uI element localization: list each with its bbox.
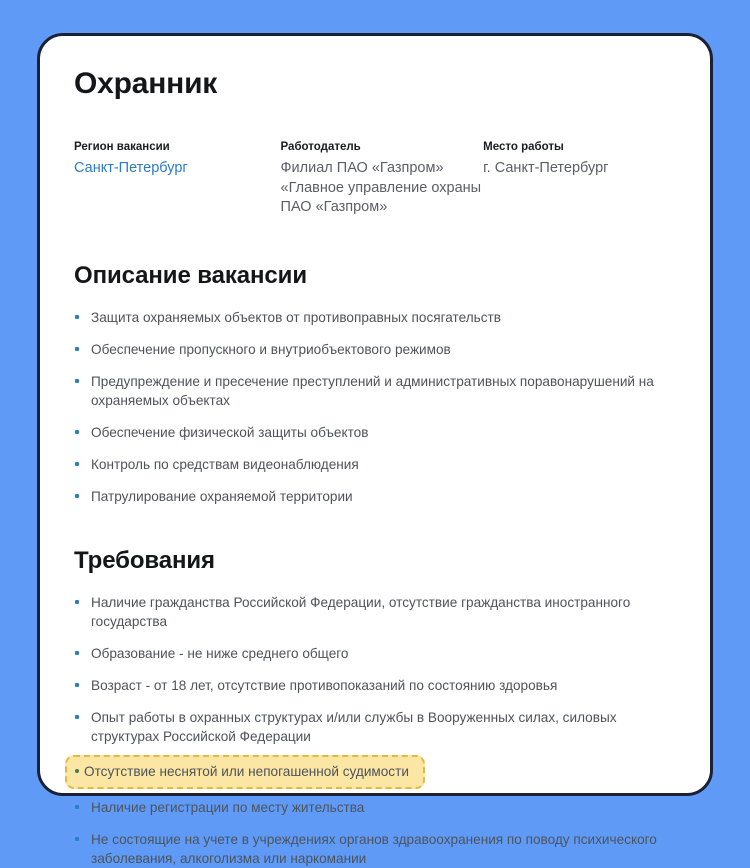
bullet-dot-icon	[75, 715, 79, 719]
list-item	[74, 340, 674, 359]
meta-value-employer: Филиал ПАО «Газпром» «Главное управление охраны ПАО «Газпром»	[280, 160, 482, 215]
list-item	[74, 372, 674, 410]
meta-value-region[interactable]: Санкт-Петербург	[74, 160, 188, 176]
list-item	[74, 676, 674, 695]
meta-field-employer	[281, 140, 484, 218]
meta-field-region	[74, 140, 281, 218]
bullet-dot-icon	[75, 651, 79, 655]
requirements-list	[74, 593, 678, 868]
bullet-dot-icon	[75, 430, 79, 434]
section-description	[66, 262, 678, 506]
bullet-dot-icon	[75, 347, 79, 351]
list-item-text: Опыт работы в охранных структурах и/или службы в Вооруженных силах, силовых структурах Российской Федерации	[91, 709, 617, 744]
list-item-text: Обеспечение физической защиты объектов	[91, 424, 369, 440]
list-item	[74, 798, 674, 817]
list-item-text: Наличие гражданства Российской Федерации, отсутствие гражданства иностранного государства	[91, 594, 631, 629]
bullet-dot-icon	[75, 683, 79, 687]
description-list	[74, 308, 678, 506]
section-heading-requirements: Требования	[74, 546, 215, 574]
list-item	[74, 423, 674, 442]
meta-label-employer: Работодатель	[280, 141, 361, 153]
list-item	[74, 487, 674, 506]
vacancy-meta-row	[66, 140, 678, 218]
bullet-dot-icon	[75, 805, 79, 809]
bullet-dot-icon	[75, 379, 79, 383]
bullet-dot-icon	[75, 462, 79, 466]
list-item	[74, 593, 674, 631]
list-item	[74, 830, 674, 868]
list-item-highlighted[interactable]	[65, 755, 425, 789]
list-item	[74, 455, 674, 474]
section-requirements	[66, 547, 678, 868]
list-item-text: Возраст - от 18 лет, отсутствие противопоказаний по состоянию здоровья	[91, 677, 558, 693]
list-item-text: Защита охраняемых объектов от противоправных посягательств	[91, 309, 501, 325]
meta-label-place: Место работы	[483, 141, 564, 153]
list-item-text: Предупреждение и пресечение преступлений и административных поравонарушений на охраняемых объектах	[91, 373, 654, 408]
list-item-text: Обеспечение пропускного и внутриобъектового режимов	[91, 341, 451, 357]
list-item	[74, 308, 674, 327]
bullet-dot-icon	[75, 494, 79, 498]
bullet-dot-icon	[75, 315, 79, 319]
bullet-dot-icon	[75, 837, 79, 841]
section-heading-description: Описание вакансии	[74, 261, 307, 289]
list-item	[74, 708, 674, 746]
vacancy-card	[37, 33, 713, 866]
list-item	[74, 644, 674, 663]
bullet-dot-icon	[75, 769, 79, 773]
meta-label-region: Регион вакансии	[74, 141, 170, 153]
list-item-text: Отсутствие неснятой или непогашенной судимости	[84, 763, 409, 779]
list-item-text: Патрулирование охраняемой территории	[91, 488, 353, 504]
list-item-text: Контроль по средствам видеонаблюдения	[91, 456, 359, 472]
meta-field-place	[483, 140, 678, 218]
meta-value-place: г. Санкт-Петербург	[483, 160, 609, 176]
list-item-text: Наличие регистрации по месту жительства	[91, 799, 365, 815]
list-item-text: Образование - не ниже среднего общего	[91, 645, 349, 661]
list-item-text: Не состоящие на учете в учреждениях органов здравоохранения по поводу психического заболевания, алкоголизма или наркомании	[91, 831, 657, 866]
bullet-dot-icon	[75, 600, 79, 604]
page-title: Охранник	[74, 67, 218, 100]
